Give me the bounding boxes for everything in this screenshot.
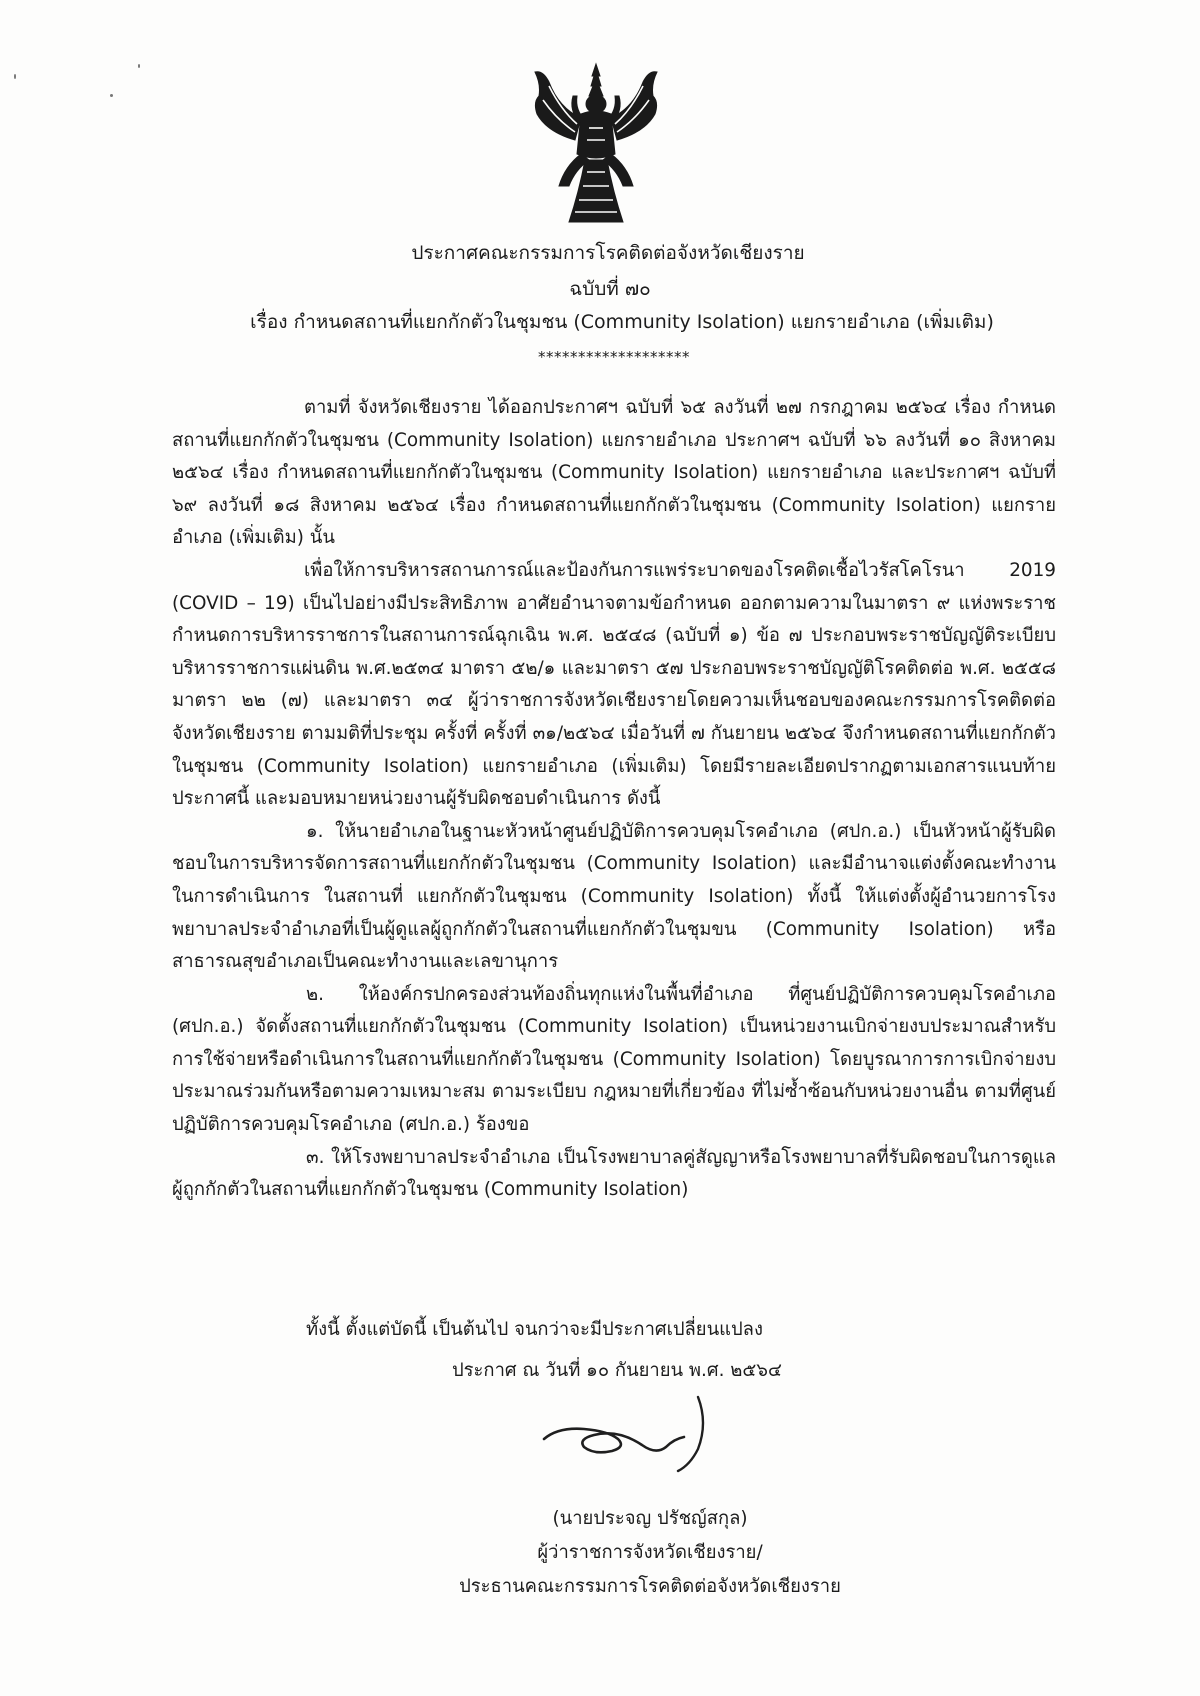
- garuda-emblem-icon: [529, 62, 663, 228]
- clause-1: ๑. ให้นายอำเภอในฐานะหัวหน้าศูนย์ปฏิบัติการควบคุมโรคอำเภอ (ศปก.อ.) เป็นหัวหน้าผู้รับผิดชอบในการบริหารจัดการสถานที่แยกกักตัวในชุมชน (Community Isolation) และมีอำนาจแต่งตั้งคณะทำงานในการดำเนินการ ในสถานที่ แยกกักตัวในชุมชน (Community Isolation) ทั้งนี้ ให้แต่งตั้งผู้อำนวยการโรงพยาบาลประจำอำเภอที่เป็นผู้ดูแลผู้ถูกกักตัวในสถานที่แยกกักตัวในชุมขน (Community Isolation) หรือ สาธารณสุขอำเภอเป็นคณะทำงานและเลขานุการ: [172, 820, 1056, 973]
- signatory-committee-position: ประธานคณะกรรมการโรคติดต่อจังหวัดเชียงราย: [459, 1576, 841, 1597]
- closing-statement: ทั้งนี้ ตั้งแต่บัดนี้ เป็นต้นไป จนกว่าจะมีประกาศเปลี่ยนแปลง: [306, 1319, 763, 1340]
- announcement-subject: เรื่อง กำหนดสถานที่แยกกักตัวในชุมชน (Community Isolation) แยกรายอำเภอ (เพิ่มเติม): [250, 311, 994, 333]
- paragraph-authority: เพื่อให้การบริหารสถานการณ์และป้องกันการแพร่ระบาดของโรคติดเชื้อไวรัสโคโรนา 2019 (COVID – 19) เป็นไปอย่างมีประสิทธิภาพ อาศัยอำนาจตามข้อกำหนด ออกตามความในมาตรา ๙ แห่งพระราชกำหนดการบริหารราชการในสถานการณ์ฉุกเฉิน พ.ศ. ๒๕๔๘ (ฉบับที่ ๑) ข้อ ๗ ประกอบพระราชบัญญัติระเบียบบริหารราชการแผ่นดิน พ.ศ.๒๕๓๔ มาตรา ๕๒/๑ และมาตรา ๕๗ ประกอบพระราชบัญญัติโรคติดต่อ พ.ศ. ๒๕๕๘ มาตรา ๒๒ (๗) และมาตรา ๓๔ ผู้ว่าราชการจังหวัดเชียงรายโดยความเห็นชอบของคณะกรรมการโรคติดต่อจังหวัดเชียงราย ตามมติที่ประชุม ครั้งที่ ครั้งที่ ๓๑/๒๕๖๔ เมื่อวันที่ ๗ กันยายน ๒๕๖๔ จึงกำหนดสถานที่แยกกักตัวในชุมชน (Community Isolation) แยกรายอำเภอ (เพิ่มเติม) โดยมีรายละเอียดปรากฏตามเอกสารแนบท้ายประกาศนี้ และมอบหมายหน่วยงานผู้รับผิดชอบดำเนินการ ดังนี้: [172, 559, 1056, 810]
- handwritten-signature: [538, 1393, 738, 1475]
- scan-speck: [14, 74, 16, 79]
- scan-speck: [138, 64, 140, 68]
- signatory-name: (นายประจญ ปรัชญ์สกุล): [552, 1508, 748, 1529]
- announcement-body: [172, 392, 1056, 1207]
- clause-3: ๓. ให้โรงพยาบาลประจำอำเภอ เป็นโรงพยาบาลคู่สัญญาหรือโรงพยาบาลที่รับผิดชอบในการดูแลผู้ถูกกักตัวในสถานที่แยกกักตัวในชุมชน (Community Isolation): [172, 1146, 1056, 1201]
- announcement-title: ประกาศคณะกรรมการโรคติดต่อจังหวัดเชียงราย: [411, 242, 805, 264]
- separator-line: *******************: [538, 348, 690, 366]
- paragraph-background: ตามที่ จังหวัดเชียงราย ได้ออกประกาศฯ ฉบับที่ ๖๕ ลงวันที่ ๒๗ กรกฎาคม ๒๕๖๔ เรื่อง กำหนดสถานที่แยกกักตัวในชุมชน (Community Isolation) แยกรายอำเภอ ประกาศฯ ฉบับที่ ๖๖ ลงวันที่ ๑๐ สิงหาคม ๒๕๖๔ เรื่อง กำหนดสถานที่แยกกักตัวในชุมชน (Community Isolation) แยกรายอำเภอ และประกาศฯ ฉบับที่ ๖๙ ลงวันที่ ๑๘ สิงหาคม ๒๕๖๔ เรื่อง กำหนดสถานที่แยกกักตัวในชุมชน (Community Isolation) แยกรายอำเภอ (เพิ่มเติม) นั้น: [172, 397, 1056, 549]
- scan-speck: [110, 94, 113, 97]
- signatory-position: ผู้ว่าราชการจังหวัดเชียงราย/: [537, 1542, 763, 1563]
- announcement-number: ฉบับที่ ๗๐: [569, 278, 651, 300]
- announcement-date: ประกาศ ณ วันที่ ๑๐ กันยายน พ.ศ. ๒๕๖๔: [452, 1360, 782, 1381]
- clause-2: ๒. ให้องค์กรปกครองส่วนท้องถิ่นทุกแห่งในพื้นที่อำเภอ ที่ศูนย์ปฏิบัติการควบคุมโรคอำเภอ (ศปก.อ.) จัดตั้งสถานที่แยกกักตัวในชุมชน (Community Isolation) เป็นหน่วยงานเบิกจ่ายงบประมาณสำหรับการใช้จ่ายหรือดำเนินการในสถานที่แยกกักตัวในชุมชน (Community Isolation) โดยบูรณาการการเบิกจ่ายงบประมาณร่วมกันหรือตามความเหมาะสม ตามระเบียบ กฎหมายที่เกี่ยวข้อง ที่ไม่ซ้ำซ้อนกับหน่วยงานอื่น ตามที่ศูนย์ปฏิบัติการควบคุมโรคอำเภอ (ศปก.อ.) ร้องขอ: [172, 983, 1056, 1136]
- signatory-block: [440, 1502, 860, 1604]
